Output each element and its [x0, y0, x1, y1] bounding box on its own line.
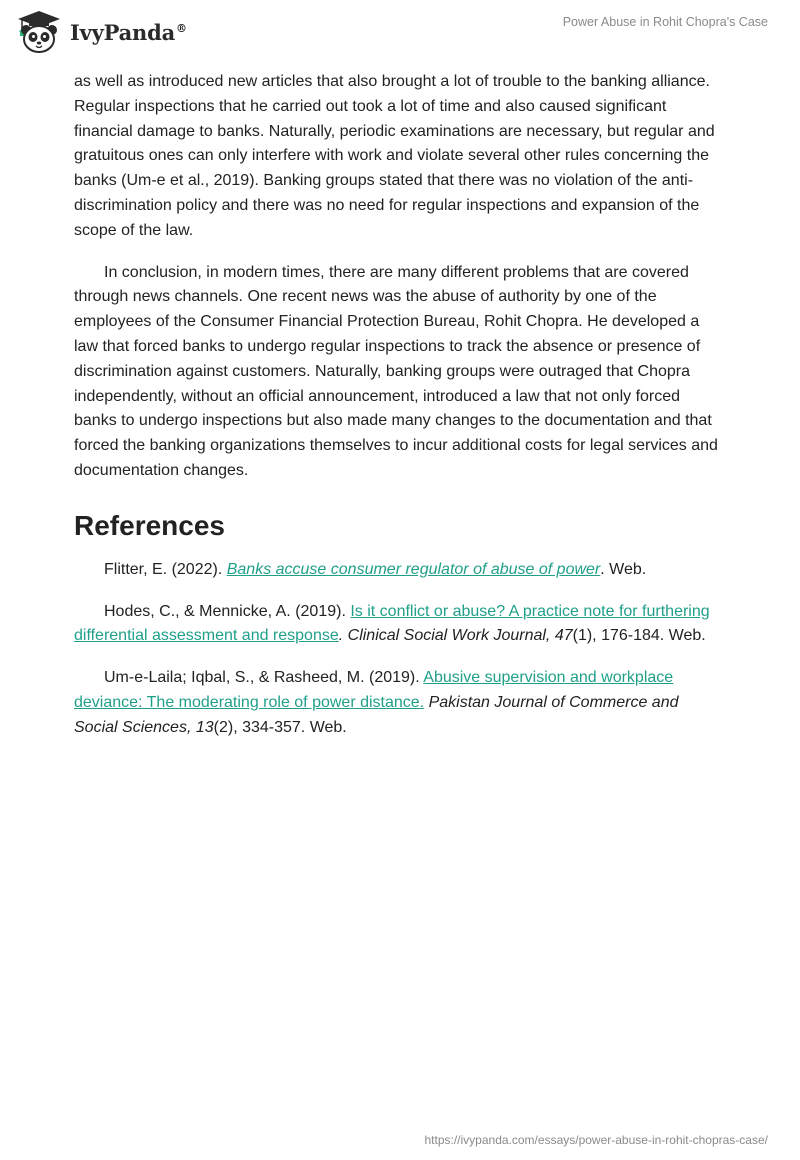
- brand-name: IvyPanda®: [70, 19, 187, 45]
- essay-content: [74, 70, 726, 758]
- reference-item: Hodes, C., & Mennicke, A. (2019). Is it conflict or abuse? A practice note for furthering differential assessment and response. Clinical Social Work Journal, 47(1), 176-184. Web.: [74, 602, 710, 645]
- panda-graduate-icon: [14, 8, 64, 56]
- reference-item: Um-e-Laila; Iqbal, S., & Rasheed, M. (2019). Abusive supervision and workplace deviance: The moderating role of power distance. Pakistan Journal of Commerce and Social Sciences, 13(2), 334-357. Web.: [74, 669, 679, 736]
- reference-item: Flitter, E. (2022). Banks accuse consumer regulator of abuse of power. Web.: [104, 560, 647, 578]
- ivypanda-logo[interactable]: [14, 8, 204, 56]
- body-paragraph: as well as introduced new articles that also brought a lot of trouble to the banking alliance. Regular inspections that he carried out took a lot of time and also caused significant financial damage to banks. Naturally, periodic examinations are necessary, but regular and gratuitous ones can only interfere with work and violate several other rules concerning the banks (Um-e et al., 2019). Banking groups stated that there was no violation of the anti-discrimination policy and there was no need for regular inspections and expansion of the scope of the law.: [74, 73, 715, 239]
- document-title: Power Abuse in Rohit Chopra's Case: [562, 15, 768, 29]
- reference-link[interactable]: Abusive supervision and workplace deviance: The moderating role of power distance.: [74, 669, 674, 711]
- conclusion-paragraph: In conclusion, in modern times, there are many different problems that are covered through news channels. One recent news was the abuse of authority by one of the employees of the Consumer Financial Protection Bureau, Rohit Chopra. He developed a law that forced banks to undergo regular inspections to track the absence or presence of discrimination against customers. Naturally, banking groups were outraged that Chopra independently, without an official announcement, introduced a law that not only forced banks to undergo inspections but also made many changes to the documentation and that forced the banking organizations themselves to incur additional costs for legal services and documentation changes.: [74, 263, 718, 479]
- references-heading: References: [74, 509, 225, 541]
- page-header: [0, 0, 800, 66]
- references-list: [74, 558, 726, 741]
- footer-url: https://ivypanda.com/essays/power-abuse-in-rohit-chopras-case/: [424, 1133, 768, 1147]
- reference-link[interactable]: Banks accuse consumer regulator of abuse of power: [226, 560, 601, 578]
- reference-link[interactable]: Is it conflict or abuse? A practice note for furthering differential assessment and response: [74, 602, 710, 645]
